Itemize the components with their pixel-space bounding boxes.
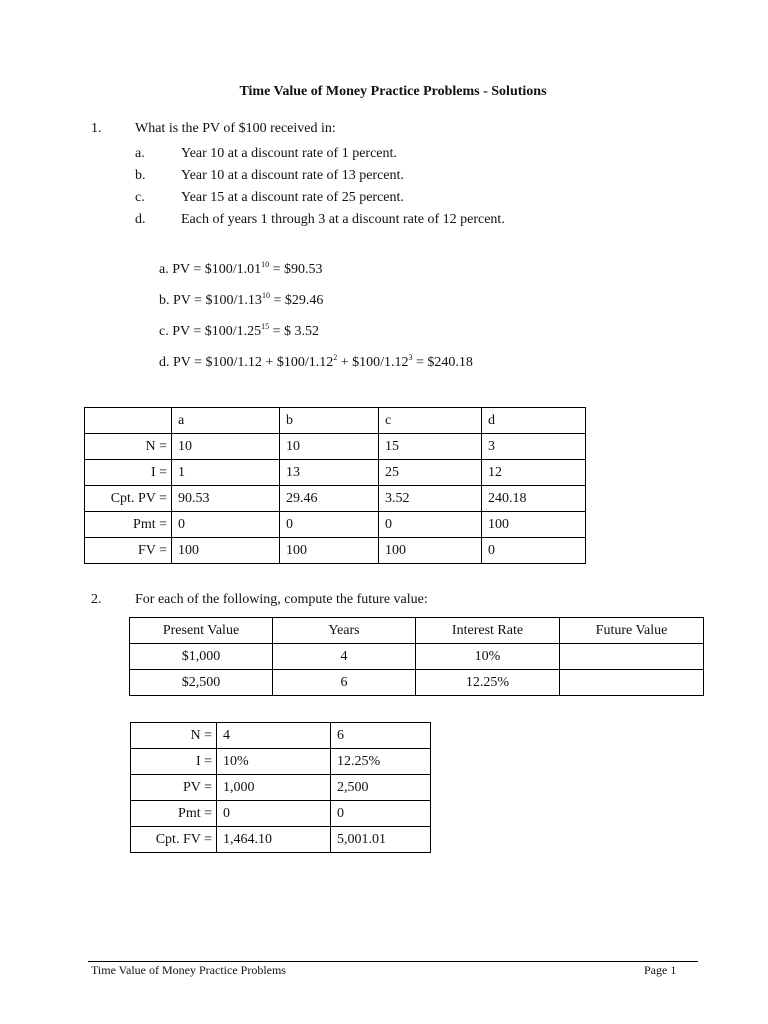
q1-item-b-text: Year 10 at a discount rate of 13 percent. bbox=[181, 168, 404, 183]
table-cell: 10 bbox=[172, 434, 280, 460]
table-cell: 10% bbox=[217, 749, 331, 775]
q1-calculator-table bbox=[84, 407, 586, 564]
table-cell: 100 bbox=[482, 512, 586, 538]
page-title: Time Value of Money Practice Problems - Solutions bbox=[239, 84, 547, 99]
table-row-label: FV = bbox=[85, 538, 172, 564]
table-cell: 0 bbox=[217, 801, 331, 827]
table-cell: 3 bbox=[482, 434, 586, 460]
table-row-label: N = bbox=[85, 434, 172, 460]
table-row bbox=[131, 827, 431, 853]
table-cell: 1,000 bbox=[217, 775, 331, 801]
table-row-label: Cpt. FV = bbox=[131, 827, 217, 853]
q1-item-d-letter: d. bbox=[135, 212, 146, 227]
solution-c: c. PV = $\$100/1.25^{15}$ = $ 3.52 bbox=[159, 322, 320, 339]
table-cell: 25 bbox=[379, 460, 482, 486]
table-header-cell: d bbox=[482, 408, 586, 434]
q1-item-a-text: Year 10 at a discount rate of 1 percent. bbox=[181, 146, 397, 161]
table-cell: $2,500 bbox=[130, 670, 273, 696]
q1-item-c-letter: c. bbox=[135, 190, 145, 205]
table-row-label: PV = bbox=[131, 775, 217, 801]
table-cell: 100 bbox=[280, 538, 379, 564]
table-header-cell: Years bbox=[273, 618, 416, 644]
table-header-cell: Present Value bbox=[130, 618, 273, 644]
table-row-label: Pmt = bbox=[131, 801, 217, 827]
footer-divider bbox=[88, 961, 698, 962]
q2-calculator-table bbox=[130, 722, 431, 853]
table-cell: 3.52 bbox=[379, 486, 482, 512]
table-cell: 12 bbox=[482, 460, 586, 486]
table-cell: 29.46 bbox=[280, 486, 379, 512]
table-cell: 90.53 bbox=[172, 486, 280, 512]
table-cell bbox=[560, 644, 704, 670]
table-row bbox=[131, 749, 431, 775]
table-cell: 10 bbox=[280, 434, 379, 460]
table-header-row bbox=[85, 408, 586, 434]
table-row-label: Pmt = bbox=[85, 512, 172, 538]
solution-b: b. PV = $\$100/1.13^{10}$ = $29.46 bbox=[159, 291, 324, 308]
table-cell: 1,464.10 bbox=[217, 827, 331, 853]
table-cell: 6 bbox=[331, 723, 431, 749]
table-cell: 2,500 bbox=[331, 775, 431, 801]
question-1-text: What is the PV of $100 received in: bbox=[135, 121, 336, 136]
table-row-label: I = bbox=[131, 749, 217, 775]
table-cell: 240.18 bbox=[482, 486, 586, 512]
page-number: Page 1 bbox=[644, 963, 677, 977]
table-cell: 12.25% bbox=[331, 749, 431, 775]
table-cell: 6 bbox=[273, 670, 416, 696]
q1-item-c-text: Year 15 at a discount rate of 25 percent. bbox=[181, 190, 404, 205]
table-header-cell: b bbox=[280, 408, 379, 434]
solution-a: a. PV = $\$100/1.01^{10}$ = $90.53 bbox=[159, 260, 323, 277]
table-header-cell: Interest Rate bbox=[416, 618, 560, 644]
table-cell: 100 bbox=[172, 538, 280, 564]
table-header-cell: Future Value bbox=[560, 618, 704, 644]
table-cell: 0 bbox=[331, 801, 431, 827]
table-cell: 0 bbox=[280, 512, 379, 538]
table-row bbox=[131, 723, 431, 749]
question-2-text: For each of the following, compute the future value: bbox=[135, 592, 428, 607]
table-header-cell: c bbox=[379, 408, 482, 434]
q1-item-a-letter: a. bbox=[135, 146, 145, 161]
table-cell: 100 bbox=[379, 538, 482, 564]
table-cell: 0 bbox=[482, 538, 586, 564]
table-cell: 12.25% bbox=[416, 670, 560, 696]
table-cell: 10% bbox=[416, 644, 560, 670]
table-cell: $1,000 bbox=[130, 644, 273, 670]
table-row bbox=[85, 538, 586, 564]
table-header-row bbox=[130, 618, 704, 644]
q1-item-d-text: Each of years 1 through 3 at a discount rate of 12 percent. bbox=[181, 212, 505, 227]
table-cell: 15 bbox=[379, 434, 482, 460]
table-row bbox=[85, 512, 586, 538]
table-cell: 13 bbox=[280, 460, 379, 486]
q1-item-b-letter: b. bbox=[135, 168, 146, 183]
q2-future-value-table bbox=[129, 617, 704, 696]
table-row bbox=[130, 670, 704, 696]
table-cell: 4 bbox=[217, 723, 331, 749]
table-row bbox=[131, 801, 431, 827]
table-cell: 5,001.01 bbox=[331, 827, 431, 853]
table-cell bbox=[560, 670, 704, 696]
table-row-label: I = bbox=[85, 460, 172, 486]
table-row bbox=[85, 486, 586, 512]
table-row bbox=[85, 460, 586, 486]
solution-d: d. PV = $100/1.12 + $\$100/1.12^2$ + $\$100/1.12^3$ = $240.18 bbox=[159, 353, 473, 370]
question-2-number: 2. bbox=[91, 592, 102, 607]
table-cell: 0 bbox=[172, 512, 280, 538]
table-row-label: N = bbox=[131, 723, 217, 749]
table-row-label: Cpt. PV = bbox=[85, 486, 172, 512]
table-cell bbox=[85, 408, 172, 434]
table-cell: 4 bbox=[273, 644, 416, 670]
table-cell: 1 bbox=[172, 460, 280, 486]
table-row bbox=[130, 644, 704, 670]
table-header-cell: a bbox=[172, 408, 280, 434]
footer-title: Time Value of Money Practice Problems bbox=[91, 963, 286, 977]
question-1-number: 1. bbox=[91, 121, 102, 136]
table-row bbox=[85, 434, 586, 460]
table-row bbox=[131, 775, 431, 801]
table-cell: 0 bbox=[379, 512, 482, 538]
